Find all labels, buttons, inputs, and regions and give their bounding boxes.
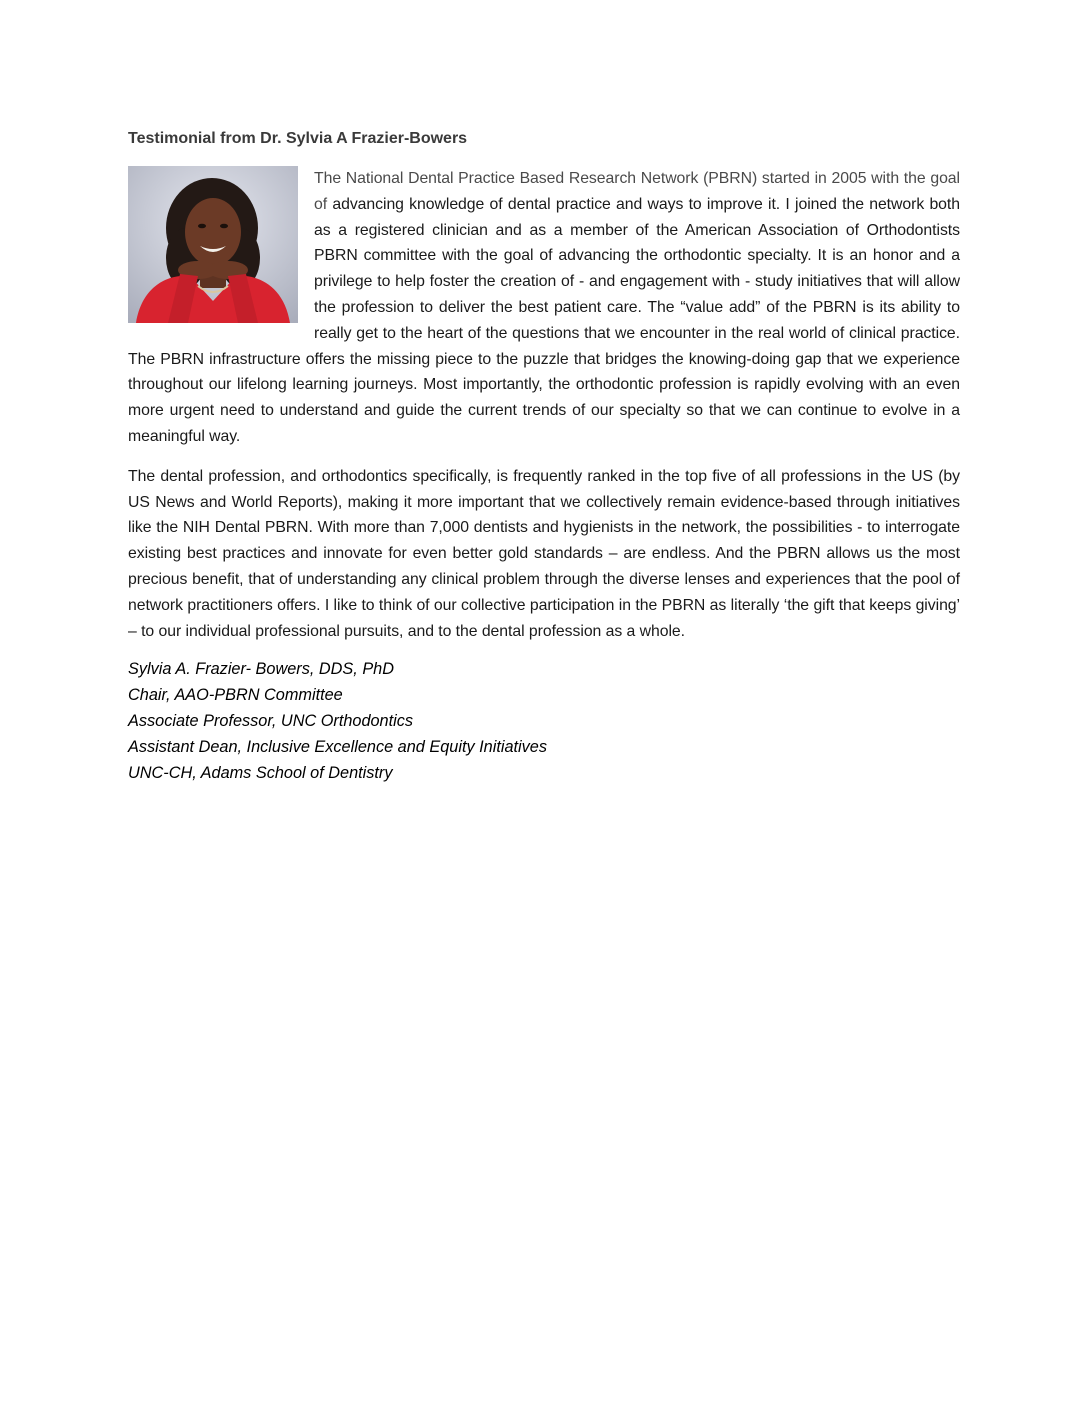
paragraph-2: The dental profession, and orthodontics specifically, is frequently ranked in the top five of all professions in the US (by US News and World Reports), making it more important that we collectively remain evidence-based through initiatives like the NIH Dental PBRN. With more than 7,000 dentists and hygienists in the network, the possibilities - to interrogate existing best practices and innovate for even better gold standards – are endless. And the PBRN allows us the most precious benefit, that of understanding any clinical problem through the diverse lenses and experiences that the pool of network practitioners offers. I like to think of our collective participation in the PBRN as literally ‘the gift that keeps giving’ – to our individual professional pursuits, and to the dental profession as a whole.: [128, 467, 960, 640]
signature-institution: UNC-CH, Adams School of Dentistry: [128, 764, 393, 783]
signature-title-dean: Assistant Dean, Inclusive Excellence and Equity Initiatives: [128, 738, 548, 757]
portrait-photo: [128, 166, 298, 323]
document-content: [128, 126, 960, 786]
signature-title-chair: Chair, AAO-PBRN Committee: [128, 686, 343, 705]
signature-title-professor: Associate Professor, UNC Orthodontics: [128, 712, 414, 731]
paragraph-1-rest: advancing knowledge of dental practice and ways to improve it. I joined the network both as a registered clinician and as a member of the American Association of Orthodontists PBRN committee with the goal of advancing the orthodontic specialty. It is an honor and a privilege to help foster the creation of - and engagement with - study initiatives that will allow the profession to deliver the best patient care. The “value add” of the PBRN is its ability to really get to the heart of the questions that we encounter in the real world of clinical practice. The PBRN infrastructure offers the missing piece to the puzzle that bridges the knowing-doing gap that we experience throughout our lifelong learning journeys. Most importantly, the orthodontic profession is rapidly evolving with an even more urgent need to understand and guide the current trends of our specialty so that we can continue to evolve in a meaningful way.: [128, 195, 960, 445]
testimonial-heading: Testimonial from Dr. Sylvia A Frazier-Bowers: [128, 130, 468, 147]
paragraph-1-lead: The National Dental Practice Based Research Network (PBRN) started in 2005 with the goal of: [314, 170, 960, 213]
signature-block: [128, 656, 960, 786]
signature-name: Sylvia A. Frazier- Bowers, DDS, PhD: [128, 660, 394, 679]
